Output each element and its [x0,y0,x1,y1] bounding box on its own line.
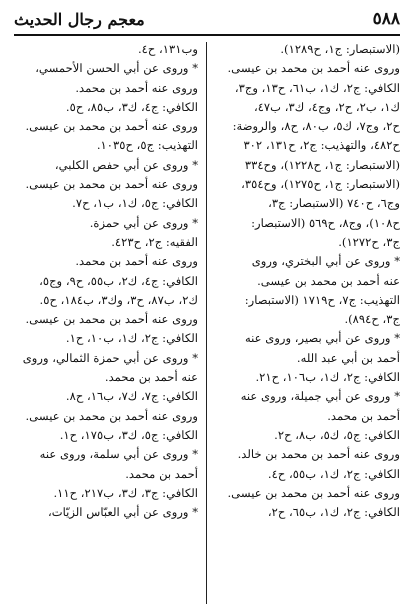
text-line: التهذيب: ج٧، ح١٧١٩ (الاستبصار: [244,292,400,307]
text-line: ح٤٨٢، والتهذيب: ج٢، ح١٣١، ٣٠٢ [243,138,400,153]
text-line: الكافي: ج٤، ك٢، ب٥٥، ح٩، وج٥، [39,273,198,288]
text-line: الكافي: ج٢، ك١، ب٦٥، ح٢، [267,505,400,520]
text-line: * وروى عن أبي بصير، وروى عنه [244,331,400,346]
text-line: الكافي: ج٢، ك١، ب٦١، ح١٣، وج٣، [234,80,400,95]
text-line: ح٢، وج٧، ك٥، ب٨٠، ح٨، والروضة: [232,119,400,134]
text-line: الكافي: ج٥، ك٣، ب١٧٥، ح١. [59,427,198,442]
text-line: وروى عنه أحمد بن محمد. [75,254,198,269]
text-line: ك٢، ب٨٧، ح٣، وك٣، ب١٨٤، ح٥. [39,292,198,307]
text-line: أحمد بن محمد. [327,408,400,423]
text-line: ج٣، ح١٢٧٢). [338,234,400,249]
text-line: * وروى عن أبي البختري، وروى [251,254,400,269]
text-line: عنه أحمد بن محمد بن عيسى. [257,273,400,288]
text-line: * وروى عن أبي سلمة، وروى عنه [39,447,198,462]
text-line: (الاستبصار: ج١، ح١٢٨٩). [280,42,400,56]
text-line: الفقيه: ج٢، ح٤٢٣. [111,234,198,249]
text-line: الكافي: ج٤، ك٣، ب٨٥، ح٥. [65,99,198,114]
text-line: وروى عنه أحمد بن محمد بن عيسى. [25,119,198,134]
text-line: وروى عنه أحمد بن محمد بن عيسى. [227,61,400,76]
column-divider [206,42,207,604]
page-number: ٥٨٨ [372,9,400,29]
text-line: الكافي: ج٢، ك١، ب١٠، ح١. [65,331,198,346]
text-line: الكافي: ج٥، ك١، ب١، ح٧. [72,196,198,211]
text-line: أحمد بن أبي عبد الله. [296,350,400,365]
text-line: الكافي: ج٥، ك٥، ب٨، ح٢. [274,427,400,442]
text-line: ك١، ب٢، ح٢، وج٤، ك٣، ب٤٧، [253,99,400,114]
text-line: الكافي: ج٢، ك١، ب٥٥، ح٤. [267,466,400,481]
text-line: وروى عنه أحمد بن محمد بن عيسى. [25,177,198,192]
text-line: ح١٠٨)، وج٨، ح٥٦٩ (الاستبصار: [251,215,400,230]
text-line: (الاستبصار: ج١، ح١٢٢٨)، وح٣٣٤ [244,157,400,172]
text-line: عنه أحمد بن محمد. [104,370,198,385]
page-header [14,6,400,32]
text-line: * وروى عن أبي حمزة الثمالي، وروى [22,350,198,365]
right-column [212,40,400,522]
text-line: * وروى عن أبي الحسن الأحمسي، [35,61,198,76]
text-line: وروى عنه أحمد بن محمد بن عيسى. [25,312,198,327]
text-line: وب١٣١، ح٤. [137,42,198,56]
text-line: ج٣، ح٨٩٤). [344,312,400,327]
left-column [10,40,198,522]
text-line: * وروى عن أبي حفص الكلبي، [54,157,198,172]
text-line: أحمد بن محمد. [125,466,198,481]
text-line: * وروى عن أبي حمزة. [89,215,198,230]
text-line: (الاستبصار: ج١، ح١٢٧٥)، وح٣٥٤، [241,177,400,192]
text-line: وج٦، ح٧٤٠ (الاستبصار: ج٣، [268,196,400,211]
text-line: * وروى عن أبي جميلة، وروى عنه [240,389,400,404]
text-line: وروى عنه أحمد بن محمد بن خالد. [237,447,400,462]
text-line: الكافي: ج٣، ك٣، ب٢١٧، ح١١. [53,485,198,500]
running-title: معجم رجال الحديث [14,9,145,29]
text-line: وروى عنه أحمد بن محمد بن عيسى. [25,408,198,423]
text-line: الكافي: ج٢، ك١، ب١٠٦، ح٢١. [255,370,400,385]
text-line: * وروى عن أبي العبّاس الزيّات، [47,505,198,520]
text-line: التهذيب: ج٥، ح١٠٣٥. [96,138,198,153]
text-line: وروى عنه أحمد بن محمد. [75,80,198,95]
header-rule [14,34,400,36]
text-line: الكافي: ج٧، ك٧، ب١٦، ح٨. [65,389,198,404]
text-line: وروى عنه أحمد بن محمد بن عيسى. [227,485,400,500]
